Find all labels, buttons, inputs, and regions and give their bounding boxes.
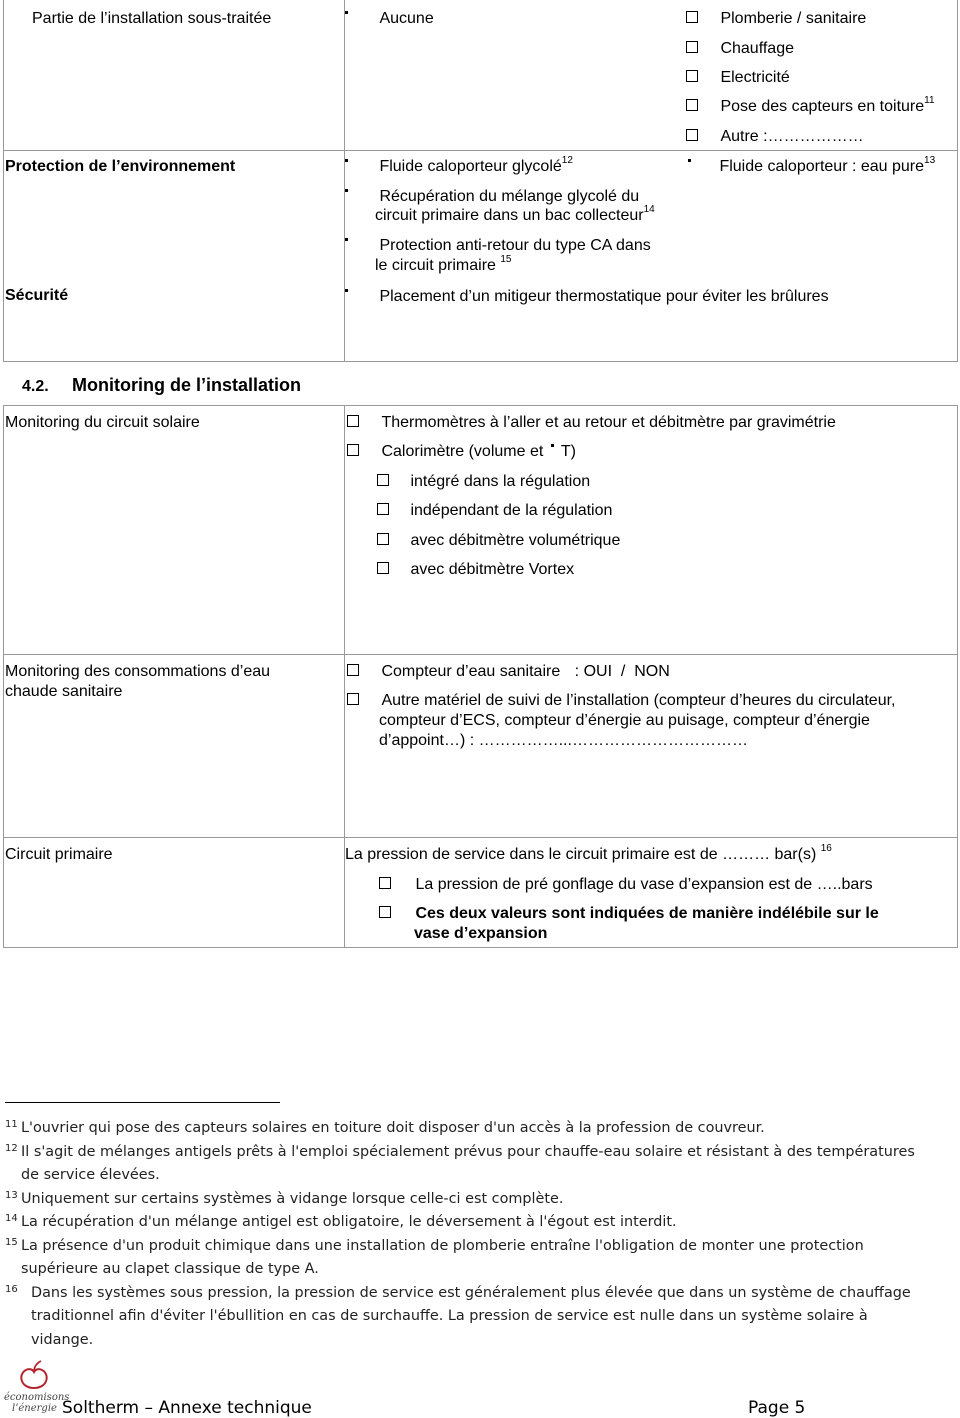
table-row-divider bbox=[3, 654, 958, 655]
footnote bbox=[5, 1188, 955, 1212]
table-border-right bbox=[957, 405, 958, 948]
checkbox-electricite-label: Electricité bbox=[720, 69, 790, 86]
checkbox-icon[interactable] bbox=[347, 415, 359, 427]
checkbox-icon[interactable] bbox=[686, 41, 698, 53]
footnote-text: supérieure au clapet classique de type A. bbox=[21, 1261, 319, 1277]
checkbox-toiture-label: Pose des capteurs en toiture bbox=[720, 98, 925, 115]
table-row-divider bbox=[3, 837, 958, 838]
env-item-antireturn: Protection anti-retour du type CA dans bbox=[345, 236, 651, 256]
checkbox-autre-label: Autre :……………… bbox=[720, 128, 864, 145]
env-item-antireturn-cont: le circuit primaire $^{15}$ bbox=[375, 254, 512, 274]
checkbox-icon[interactable] bbox=[347, 693, 359, 705]
footnote-text: Il s'agit de mélanges antigels prêts à l'emploi spécialement prévus pour chauffe-eau solaire et résistant à des températures bbox=[21, 1143, 915, 1160]
bullet-icon bbox=[688, 159, 691, 162]
primary-pressure: La pression de service dans le circuit primaire est de ……… bar(s) $^{16}$ bbox=[345, 843, 832, 863]
checkbox-thermometers[interactable] bbox=[347, 413, 836, 433]
table-border-bottom bbox=[3, 361, 958, 362]
checkbox-other-equipment[interactable] bbox=[347, 691, 895, 711]
checkbox-icon[interactable] bbox=[377, 533, 389, 545]
footnote-text: Dans les systèmes sous pression, la pression de service est généralement plus élevée que dans un système de chauffage bbox=[31, 1284, 911, 1301]
footnote-text: La récupération d'un mélange antigel est obligatoire, le déversement à l'égout est interdit. bbox=[21, 1214, 677, 1230]
row-label-security: Sécurité bbox=[5, 287, 69, 304]
checkbox-thermometers-label: Thermomètres à l’aller et au retour et débitmètre par gravimétrie bbox=[381, 414, 836, 431]
row-label-subcontract: Partie de l’installation sous-traitée bbox=[32, 10, 272, 27]
indelible-cont: vase d’expansion bbox=[414, 925, 548, 942]
table-border-left bbox=[3, 0, 4, 362]
delta-icon bbox=[551, 444, 554, 447]
footnote-ref: 15 bbox=[500, 254, 512, 265]
footnote-number: 16 bbox=[5, 1283, 18, 1295]
env-item-recovery: Récupération du mélange glycolé du bbox=[345, 187, 639, 207]
footnotes bbox=[5, 1117, 955, 1352]
bullet-icon bbox=[345, 159, 348, 162]
env-item-glycol: Fluide caloporteur glycolé$^{12}$ bbox=[345, 157, 573, 177]
checkbox-water-meter-label: Compteur d’eau sanitaire bbox=[381, 663, 561, 680]
footnote bbox=[5, 1117, 955, 1141]
checkbox-sub-integrated[interactable]: intégré dans la régulation bbox=[377, 472, 590, 492]
footnote-text: de service élevées. bbox=[21, 1167, 160, 1183]
row-label-solar: Monitoring du circuit solaire bbox=[5, 414, 200, 431]
apple-logo-icon bbox=[4, 1358, 64, 1392]
other-equipment-cont-1: compteur d’ECS, compteur d’énergie au puisage, compteur d’énergie bbox=[379, 712, 870, 729]
footnote-number: 13 bbox=[5, 1189, 18, 1201]
checkbox-chauffage-label: Chauffage bbox=[720, 40, 794, 57]
checkbox-calorimeter-label: Calorimètre (volume et bbox=[381, 443, 544, 460]
section-title: Monitoring de l’installation bbox=[72, 375, 301, 395]
bullet-icon bbox=[345, 189, 348, 192]
table-column-divider bbox=[344, 405, 345, 948]
checkbox-pregonflage[interactable]: La pression de pré gonflage du vase d’expansion est de …..bars bbox=[379, 875, 873, 895]
row-label-ecs-cont: chaude sanitaire bbox=[5, 683, 123, 700]
checkbox-icon[interactable] bbox=[377, 562, 389, 574]
footnote-ref: 12 bbox=[561, 155, 573, 166]
footnote-number: 12 bbox=[5, 1142, 18, 1154]
section-number: 4.2. bbox=[22, 378, 49, 395]
footnote-text: traditionnel afin d'éviter l'ébullition en cas de surchauffe. La pression de service est nulle dans un système solaire à bbox=[31, 1308, 868, 1324]
other-equipment-cont-2: d’appoint…) : ……………...…………………………… bbox=[379, 732, 748, 749]
table-border-left bbox=[3, 405, 4, 948]
checkbox-icon[interactable] bbox=[686, 129, 698, 141]
checkbox-calorimeter[interactable]: Calorimètre (volume et T) bbox=[347, 442, 576, 462]
checkbox-sub-independent[interactable]: indépendant de la régulation bbox=[377, 501, 612, 521]
checkbox-plomberie[interactable] bbox=[686, 9, 866, 29]
footnote bbox=[5, 1141, 955, 1188]
footnote-number: 14 bbox=[5, 1213, 18, 1224]
logo-text-2: l’énergie bbox=[12, 1403, 57, 1414]
footnote bbox=[5, 1282, 955, 1353]
water-meter-values: : OUI / NON bbox=[574, 663, 670, 680]
checkbox-icon[interactable] bbox=[377, 474, 389, 486]
footnote-text: L'ouvrier qui pose des capteurs solaires en toiture doit disposer d'un accès à la profession de couvreur. bbox=[21, 1120, 765, 1136]
footnote-text: La présence d'un produit chimique dans une installation de plomberie entraîne l'obligation de monter une protection bbox=[21, 1237, 864, 1254]
env-item-water: Fluide caloporteur : eau pure$^{13}$ bbox=[688, 157, 935, 177]
footnote-text: Uniquement sur certains systèmes à vidange lorsque celle-ci est complète. bbox=[21, 1190, 564, 1207]
checkbox-autre[interactable] bbox=[686, 127, 864, 147]
checkbox-icon[interactable] bbox=[686, 11, 698, 23]
bullet-icon bbox=[345, 238, 348, 241]
section-heading bbox=[22, 374, 301, 398]
checkbox-chauffage[interactable] bbox=[686, 39, 794, 59]
page-number: Page 5 bbox=[748, 1398, 806, 1418]
footnote-ref: 16 bbox=[820, 843, 832, 854]
row-label-ecs: Monitoring des consommations d’eau bbox=[5, 663, 271, 680]
footnote-ref: 13 bbox=[924, 155, 936, 166]
checkbox-electricite[interactable] bbox=[686, 68, 790, 88]
footnote-text: vidange. bbox=[31, 1331, 94, 1348]
footnote-ref: 14 bbox=[643, 204, 655, 215]
option-none-label: Aucune bbox=[379, 10, 434, 27]
bullet-icon bbox=[345, 11, 348, 14]
footnote-separator bbox=[5, 1102, 280, 1103]
footnote-ref: 11 bbox=[924, 95, 935, 106]
checkbox-icon[interactable] bbox=[686, 99, 698, 111]
table-border-top bbox=[3, 405, 958, 406]
row-label-environment: Protection de l’environnement bbox=[5, 158, 236, 175]
checkbox-indelible[interactable]: Ces deux valeurs sont indiquées de manière indélébile sur le bbox=[379, 904, 879, 924]
checkbox-icon[interactable] bbox=[379, 906, 391, 918]
checkbox-icon[interactable] bbox=[347, 664, 359, 676]
checkbox-icon[interactable] bbox=[686, 70, 698, 82]
footnote-number: 11 bbox=[5, 1119, 18, 1130]
table-border-right bbox=[957, 0, 958, 362]
bullet-icon bbox=[345, 289, 348, 292]
row-label-primary: Circuit primaire bbox=[5, 846, 113, 863]
option-none[interactable] bbox=[345, 9, 434, 29]
checkbox-toiture[interactable] bbox=[686, 97, 935, 117]
checkbox-water-meter[interactable] bbox=[347, 662, 670, 682]
checkbox-sub-vortex[interactable]: avec débitmètre Vortex bbox=[377, 560, 574, 580]
security-item: Placement d’un mitigeur thermostatique pour éviter les brûlures bbox=[345, 287, 829, 307]
checkbox-icon[interactable] bbox=[377, 503, 389, 515]
env-item-recovery-cont: circuit primaire dans un bac collecteur$^{14}$ bbox=[375, 204, 655, 224]
table-row-divider bbox=[3, 150, 958, 151]
table-border-bottom bbox=[3, 947, 958, 948]
table-column-divider bbox=[344, 0, 345, 362]
checkbox-plomberie-label: Plomberie / sanitaire bbox=[720, 10, 867, 27]
checkbox-sub-volumetric[interactable]: avec débitmètre volumétrique bbox=[377, 531, 620, 551]
checkbox-other-equipment-label: Autre matériel de suivi de l’installation (compteur d’heures du circulateur, bbox=[381, 692, 896, 709]
logo-text-1: économisons bbox=[4, 1392, 70, 1403]
footnote-number: 15 bbox=[5, 1236, 18, 1248]
footnote bbox=[5, 1235, 955, 1282]
checkbox-icon[interactable] bbox=[347, 444, 359, 456]
doc-title: Soltherm – Annexe technique bbox=[62, 1398, 312, 1418]
logo bbox=[4, 1358, 70, 1414]
checkbox-icon[interactable] bbox=[379, 877, 391, 889]
footnote bbox=[5, 1211, 955, 1235]
